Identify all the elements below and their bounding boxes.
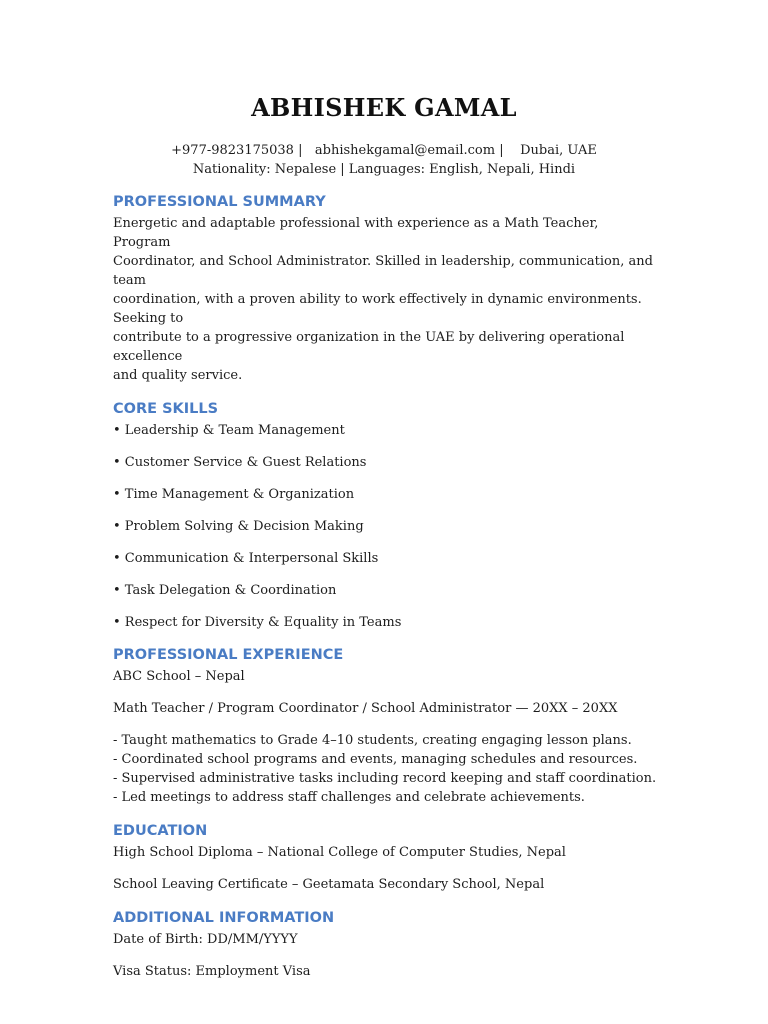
contact-line-2: Nationality: Nepalese | Languages: English, Nepali, Hindi <box>192 162 576 177</box>
additional-item: Visa Status: Employment Visa <box>113 964 311 979</box>
additional-heading: ADDITIONAL INFORMATION <box>113 910 335 926</box>
contact-line-1: +977-9823175038 | abhishekgamal@email.com | Dubai, UAE <box>171 143 597 158</box>
email: abhishekgamal@email.com <box>314 143 496 158</box>
experience-bullet: - Supervised administrative tasks including record keeping and staff coordination. <box>113 771 657 786</box>
education-heading: EDUCATION <box>113 823 208 839</box>
summary-text <box>113 214 658 385</box>
experience-block <box>113 667 658 807</box>
skill-item: • Customer Service & Guest Relations <box>113 455 367 470</box>
summary-line: coordination, with a proven ability to work effectively in dynamic environments. Seeking to <box>113 292 642 326</box>
education-block <box>113 843 658 894</box>
experience-heading: PROFESSIONAL EXPERIENCE <box>113 647 344 663</box>
education-item: School Leaving Certificate – Geetamata Secondary School, Nepal <box>113 877 545 892</box>
experience-bullet: - Led meetings to address staff challenges and celebrate achievements. <box>113 790 585 805</box>
location: Dubai, UAE <box>520 143 597 158</box>
summary-line: Coordinator, and School Administrator. Skilled in leadership, communication, and team <box>113 254 653 288</box>
candidate-name: ABHISHEK GAMAL <box>251 93 517 122</box>
phone: +977-9823175038 <box>171 143 294 158</box>
skill-item: • Task Delegation & Coordination <box>113 583 337 598</box>
skill-item: • Time Management & Organization <box>113 487 355 502</box>
skill-item: • Leadership & Team Management <box>113 423 345 438</box>
summary-heading: PROFESSIONAL SUMMARY <box>113 194 326 210</box>
summary-line: contribute to a progressive organization in the UAE by delivering operational excellence <box>113 330 625 364</box>
additional-block <box>113 930 658 981</box>
skill-item: • Communication & Interpersonal Skills <box>113 551 379 566</box>
skills-heading: CORE SKILLS <box>113 401 219 417</box>
summary-line: Energetic and adaptable professional with experience as a Math Teacher, Program <box>113 216 599 250</box>
summary-line: and quality service. <box>113 368 243 383</box>
experience-bullet: - Taught mathematics to Grade 4–10 students, creating engaging lesson plans. <box>113 733 632 748</box>
experience-bullet: - Coordinated school programs and events, managing schedules and resources. <box>113 752 638 767</box>
skill-item: • Problem Solving & Decision Making <box>113 519 364 534</box>
experience-org: ABC School – Nepal <box>113 669 245 684</box>
experience-role: Math Teacher / Program Coordinator / School Administrator — 20XX – 20XX <box>113 701 618 716</box>
skills-list <box>113 421 658 632</box>
additional-item: Date of Birth: DD/MM/YYYY <box>113 932 298 947</box>
resume-content <box>113 192 658 981</box>
skill-item: • Respect for Diversity & Equality in Teams <box>113 615 402 630</box>
education-item: High School Diploma – National College of Computer Studies, Nepal <box>113 845 566 860</box>
contact-block <box>0 141 768 179</box>
